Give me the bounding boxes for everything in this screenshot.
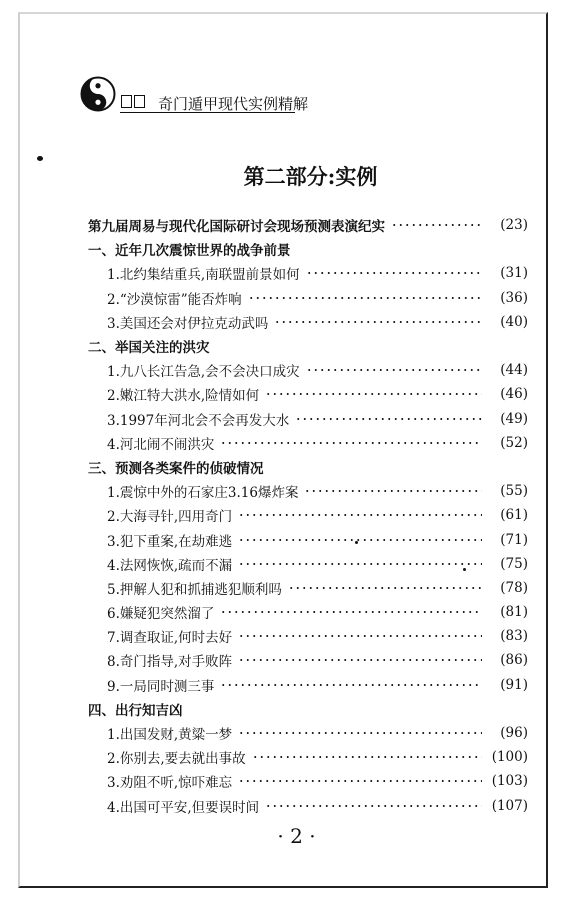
toc-entry-title: 3.美国还会对伊拉克动武吗 [107,315,269,332]
toc-entry-title: 5.押解人犯和抓捕逃犯顺利吗 [107,581,282,598]
toc-page-number: (40) [500,313,528,330]
toc-leader-dots [238,731,482,735]
toc-entry [88,552,528,576]
toc-page-number: (44) [500,362,528,379]
toc-leader-dots [274,320,482,324]
toc-entry-title: 4.出国可平安,但要误时间 [107,799,260,816]
toc-entry-title: 一、近年几次震惊世界的战争前景 [88,243,291,260]
toc-entry-title: 3.犯下重案,在劫难逃 [107,533,233,550]
toc-entry-title: 3.1997年河北会不会再发大水 [107,412,290,429]
running-header-title: 奇门遁甲现代实例精解 [158,95,309,113]
toc-entry [88,624,528,648]
toc-section-heading [88,237,528,261]
toc-entry-title: 3.劝阻不听,惊吓难忘 [107,775,233,792]
toc-leader-dots [238,658,482,662]
toc-entry [88,407,528,431]
toc-leader-dots [295,417,482,421]
page-number: · 2 · [277,824,316,848]
toc-leader-dots [306,271,482,275]
toc-entry-title: 7.调查取证,何时去好 [107,630,233,647]
toc-entry-title: 2.你别去,要去就出事故 [107,751,246,768]
toc-page-number: (36) [500,289,528,306]
toc-page-number: (75) [500,555,528,572]
toc-entry [88,745,528,769]
toc-entry-title: 二、举国关注的洪灾 [88,340,210,357]
toc-entry [88,286,528,310]
table-of-contents [88,213,528,818]
toc-entry [88,431,528,455]
toc-page-number: (46) [500,386,528,403]
toc-entry [88,576,528,600]
toc-entry [88,600,528,624]
toc-entry-title: 四、出行知吉凶 [88,702,183,719]
header-rule [120,112,295,113]
toc-entry-title: 第九届周易与现代化国际研讨会现场预测表演纪实 [88,219,385,236]
toc-entry [88,527,528,551]
toc-entry-title: 4.河北闹不闹洪灾 [107,436,215,453]
toc-section-heading [88,697,528,721]
toc-entry-title: 2.“沙漠惊雷”能否炸响 [107,291,242,308]
toc-entry-title: 2.嫩江特大洪水,险情如何 [107,388,260,405]
toc-leader-dots [391,223,482,227]
toc-entry-title: 9.一局同时测三事 [107,678,215,695]
toc-entry-title: 8.奇门指导,对手败阵 [107,654,233,671]
toc-leader-dots [306,368,482,372]
toc-page-number: (100) [491,749,528,766]
toc-leader-dots [238,538,482,542]
toc-entry-title: 1.出国发财,黄粱一梦 [107,727,233,744]
toc-entry [88,794,528,818]
toc-entry-title: 三、预测各类案件的侦破情况 [88,460,264,477]
toc-leader-dots [265,804,482,808]
page-title: 第二部分:实例 [243,164,378,189]
toc-entry [88,261,528,285]
toc-entry [88,648,528,672]
toc-page-number: (78) [500,579,528,596]
toc-page-number: (103) [491,773,528,790]
toc-entry-title: 1.震惊中外的石家庄3.16爆炸案 [107,485,299,502]
toc-page-number: (81) [500,604,528,621]
toc-page-number: (86) [500,652,528,669]
toc-page-number: (52) [500,434,528,451]
toc-entry [88,358,528,382]
toc-page-number: (55) [500,483,528,500]
toc-leader-dots [288,586,482,590]
toc-leader-dots [238,634,482,638]
toc-page-number: (107) [491,797,528,814]
toc-page-number: (83) [500,628,528,645]
toc-page-number: (91) [500,676,528,693]
header-ornament [121,95,145,108]
toc-page-number: (23) [500,217,528,234]
toc-section-heading [88,213,528,237]
toc-entry [88,769,528,793]
toc-entry [88,310,528,334]
toc-page-number: (61) [500,507,528,524]
toc-section-heading [88,334,528,358]
toc-page-number: (71) [500,531,528,548]
toc-leader-dots [238,513,482,517]
toc-leader-dots [252,755,482,759]
toc-entry [88,479,528,503]
toc-entry-title: 4.法网恢恢,疏而不漏 [107,557,233,574]
toc-entry [88,382,528,406]
toc-section-heading [88,455,528,479]
toc-leader-dots [265,392,482,396]
toc-page-number: (96) [500,725,528,742]
toc-leader-dots [248,296,482,300]
toc-entry-title: 1.九八长江告急,会不会决口成灾 [107,364,300,381]
toc-entry-title: 1.北约集结重兵,南联盟前景如何 [107,267,300,284]
toc-leader-dots [220,610,482,614]
toc-page-number: (31) [500,265,528,282]
toc-entry-title: 2.大海寻针,四用奇门 [107,509,233,526]
toc-leader-dots [238,779,482,783]
toc-page-number: (49) [500,410,528,427]
toc-leader-dots [238,562,482,566]
toc-entry-title: 6.嫌疑犯突然溜了 [107,606,215,623]
toc-leader-dots [220,683,482,687]
toc-entry [88,503,528,527]
toc-entry [88,673,528,697]
toc-leader-dots [304,489,482,493]
toc-entry [88,721,528,745]
yin-yang-icon [80,76,116,112]
toc-leader-dots [220,441,482,445]
